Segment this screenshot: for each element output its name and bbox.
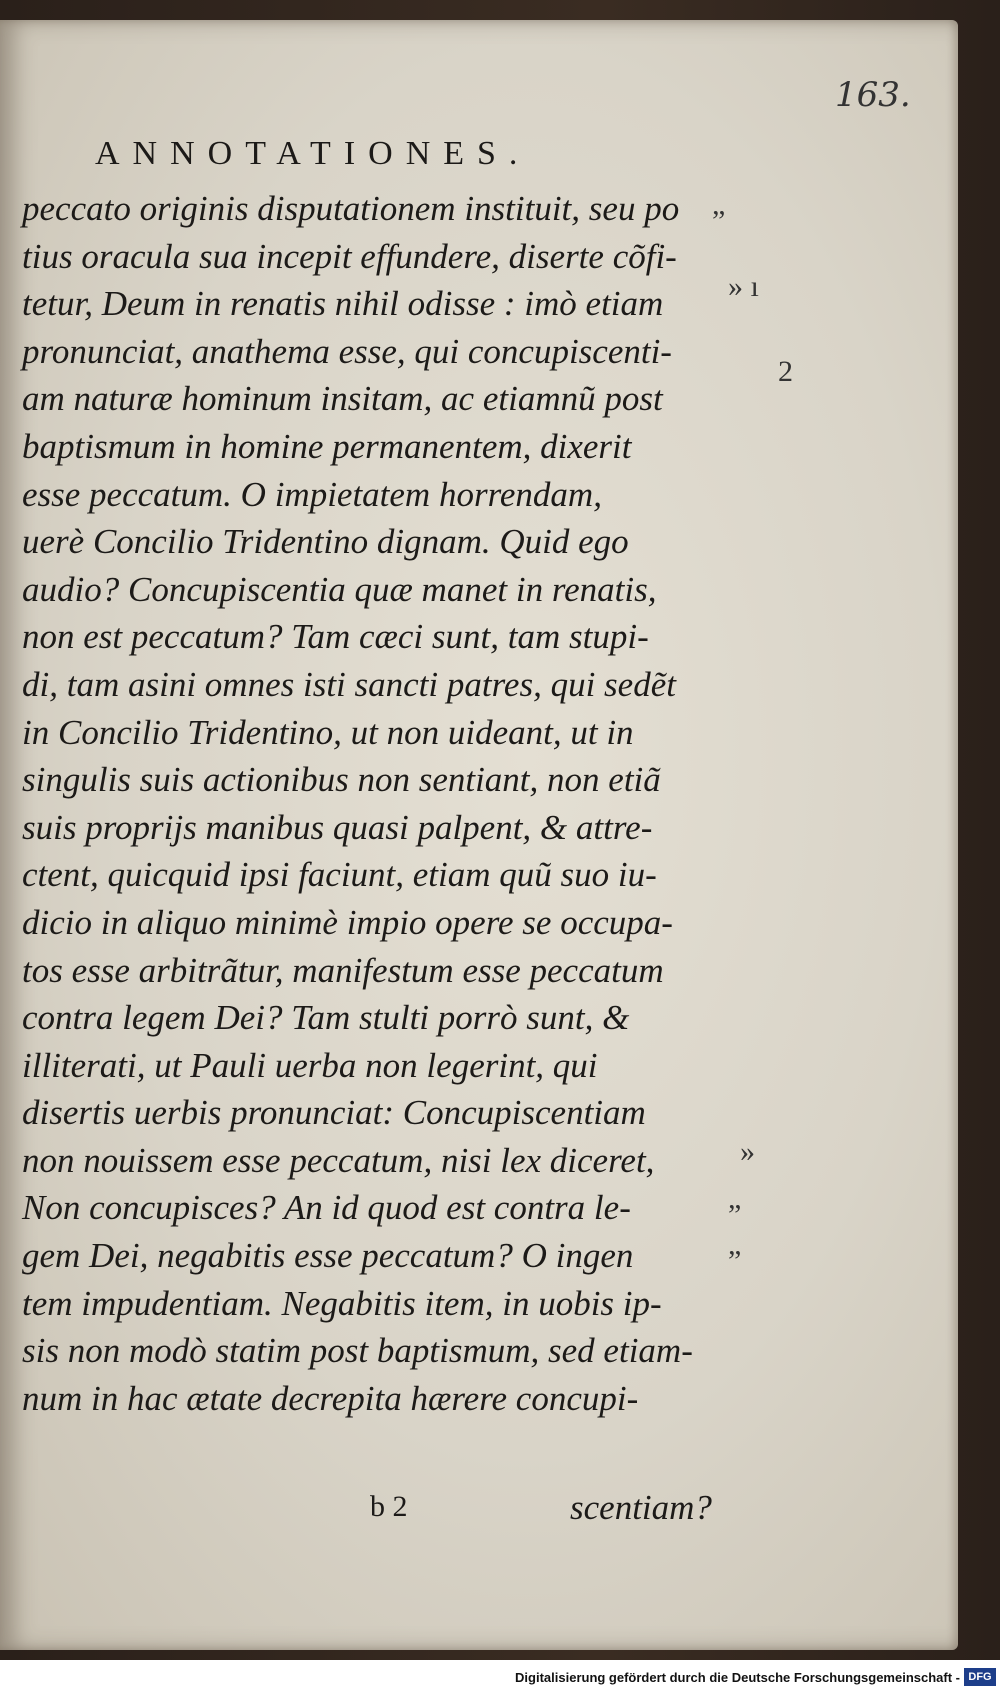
text-line: am naturæ hominum insitam, ac etiamnũ post (22, 379, 663, 419)
text-line: disertis uerbis pronunciat: Concupiscentiam (22, 1093, 646, 1133)
text-line: tetur, Deum in renatis nihil odisse : imò etiam (22, 284, 664, 324)
text-line: dicio in aliquo minimè impio opere se occupa- (22, 902, 673, 942)
text-line: non nouissem esse peccatum, nisi lex diceret, (22, 1140, 655, 1180)
text-line: in Concilio Tridentino, ut non uideant, ut in (22, 712, 634, 752)
catchword: scentiam? (570, 1488, 712, 1527)
text-line: tius oracula sua incepit effundere, diserte cõfi- (22, 236, 677, 276)
margin-annotation: „ (728, 1228, 742, 1261)
margin-annotation: „ (712, 188, 726, 221)
text-line: non est peccatum? Tam cæci sunt, tam stupi- (22, 617, 649, 657)
text-line: Non concupisces? An id quod est contra le- (22, 1188, 631, 1228)
text-line: esse peccatum. O impietatem horrendam, (22, 474, 602, 514)
text-line: sis non modò statim post baptismum, sed etiam- (22, 1331, 693, 1371)
text-line: ctent, quicquid ipsi faciunt, etiam quũ suo iu- (22, 855, 657, 895)
text-line: di, tam asini omnes isti sancti patres, qui sedẽt (22, 664, 676, 704)
signature-mark: b 2 (370, 1490, 408, 1523)
text-line: illiterati, ut Pauli uerba non legerint, qui (22, 1045, 598, 1085)
text-line: tos esse arbitrãtur, manifestum esse peccatum (22, 950, 664, 990)
funding-credit: Digitalisierung gefördert durch die Deutsche Forschungsgemeinschaft - (515, 1670, 960, 1685)
dfg-logo: DFG (964, 1668, 996, 1686)
text-line: gem Dei, negabitis esse peccatum? O ingen (22, 1236, 634, 1276)
text-line: baptismum in homine permanentem, dixerit (22, 426, 632, 466)
book-page (0, 20, 958, 1650)
text-line: suis proprijs manibus quasi palpent, & attre- (22, 807, 653, 847)
text-line: singulis suis actionibus non sentiant, non etiã (22, 760, 661, 800)
text-line: num in hac ætate decrepita hærere concupi- (22, 1378, 639, 1418)
text-line: audio? Concupiscentia quæ manet in renatis, (22, 569, 657, 609)
text-line: contra legem Dei? Tam stulti porrò sunt, & (22, 998, 630, 1038)
body-text (22, 185, 722, 1422)
folio-number: 163. (835, 75, 911, 115)
margin-annotation: » ı (728, 270, 759, 303)
text-line: uerè Concilio Tridentino dignam. Quid ego (22, 522, 629, 562)
margin-annotation: 2 (778, 355, 793, 388)
margin-annotation: „ (728, 1182, 742, 1215)
text-line: pronunciat, anathema esse, qui concupiscenti- (22, 331, 672, 371)
running-head: ANNOTATIONES. (95, 135, 531, 172)
text-line: tem impudentiam. Negabitis item, in uobis ip- (22, 1283, 662, 1323)
digitization-footer (0, 1660, 1000, 1708)
margin-annotation: » (740, 1135, 755, 1168)
text-line: peccato originis disputationem instituit, seu po (22, 189, 680, 228)
